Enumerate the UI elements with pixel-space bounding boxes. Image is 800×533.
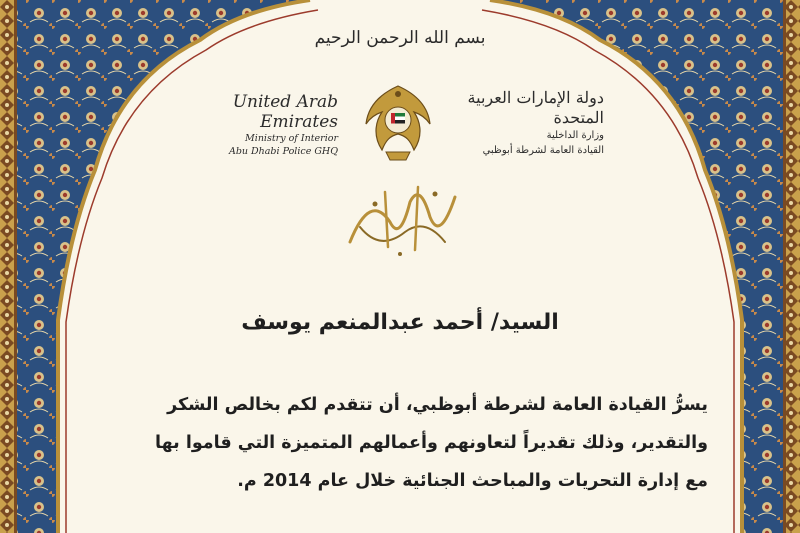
uae-falcon-emblem-icon <box>360 80 436 162</box>
ministry-english: Ministry of Interior <box>245 133 338 144</box>
body-line: يسرُّ القيادة العامة لشرطة أبوظبي، أن تتقدم لكم بخالص الشكر <box>167 395 708 415</box>
ministry-arabic: وزارة الداخلية <box>546 130 604 141</box>
header-english <box>178 92 338 158</box>
calligraphy-seal-icon <box>330 172 470 262</box>
country-name-arabic: دولة الإمارات العربية المتحدة <box>467 88 604 127</box>
police-ghq-arabic: القيادة العامة لشرطة أبوظبي <box>482 145 604 156</box>
body-line: والتقدير، وذلك تقديراً لتعاونهم وأعمالهم المتميزة التي قاموا بها <box>155 433 708 453</box>
body-line: مع إدارة التحريات والمباحث الجنائية خلال عام 2014 م. <box>237 471 708 491</box>
recipient-name: السيد/ أحمد عبدالمنعم يوسف <box>241 310 559 335</box>
basmala: بسم الله الرحمن الرحيم <box>314 28 486 48</box>
country-name-english: United Arab Emirates <box>232 92 338 132</box>
police-ghq-english: Abu Dhabi Police GHQ <box>228 146 338 157</box>
header-arabic <box>454 88 604 158</box>
certificate-body <box>92 386 708 500</box>
